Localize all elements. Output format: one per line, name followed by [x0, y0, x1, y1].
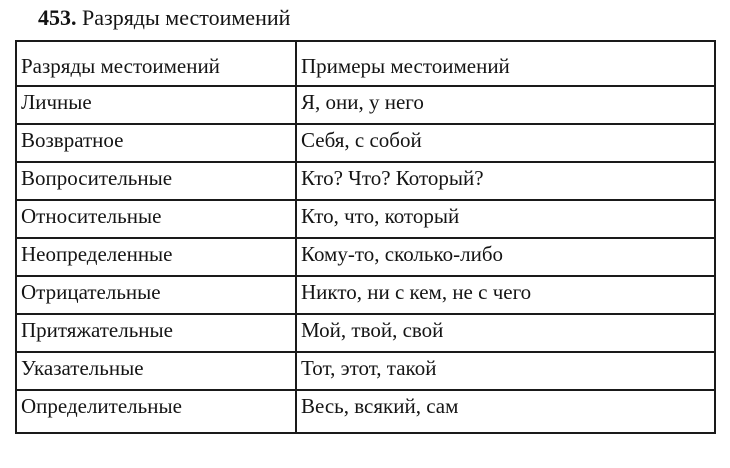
examples-cell: Себя, с собой	[296, 124, 715, 162]
examples-cell: Никто, ни с кем, не с чего	[296, 276, 715, 314]
examples-cell: Тот, этот, такой	[296, 352, 715, 390]
examples-cell: Я, они, у него	[296, 86, 715, 124]
category-cell: Возвратное	[16, 124, 296, 162]
examples-cell: Кому-то, сколько-либо	[296, 238, 715, 276]
table-row	[16, 314, 715, 352]
examples-cell: Кто, что, который	[296, 200, 715, 238]
category-cell: Вопросительные	[16, 162, 296, 200]
category-cell: Неопределенные	[16, 238, 296, 276]
table-row	[16, 200, 715, 238]
category-cell: Указательные	[16, 352, 296, 390]
table-row	[16, 238, 715, 276]
pronoun-categories-table	[15, 40, 716, 434]
column-header-examples: Примеры местоимений	[296, 41, 715, 86]
category-cell: Личные	[16, 86, 296, 124]
examples-cell: Мой, твой, свой	[296, 314, 715, 352]
table-row	[16, 86, 715, 124]
table-row	[16, 352, 715, 390]
category-cell: Притяжательные	[16, 314, 296, 352]
exercise-header	[38, 4, 290, 32]
category-cell: Определительные	[16, 390, 296, 433]
table-header-row	[16, 41, 715, 86]
table-row	[16, 162, 715, 200]
table-row	[16, 124, 715, 162]
column-header-category: Разряды местоимений	[16, 41, 296, 86]
exercise-title: Разряды местоимений	[82, 5, 291, 30]
category-cell: Отрицательные	[16, 276, 296, 314]
category-cell: Относительные	[16, 200, 296, 238]
examples-cell: Кто? Что? Который?	[296, 162, 715, 200]
table-row	[16, 390, 715, 433]
table-row	[16, 276, 715, 314]
exercise-number: 453.	[38, 5, 77, 30]
examples-cell: Весь, всякий, сам	[296, 390, 715, 433]
